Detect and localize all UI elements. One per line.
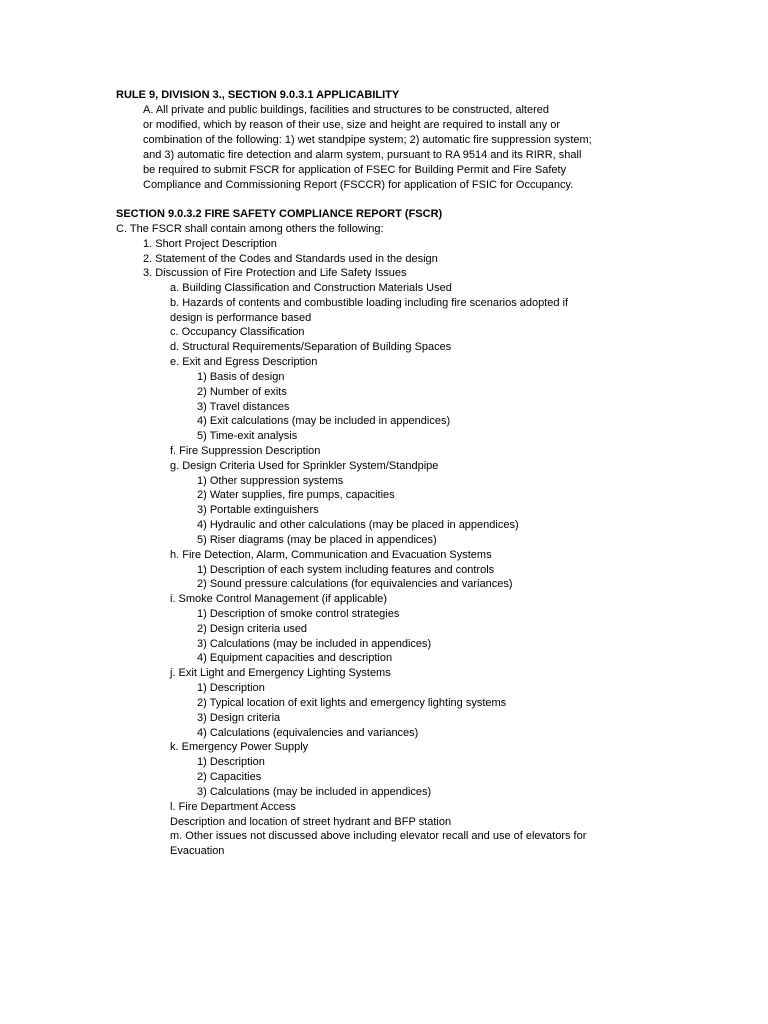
list-item: 4) Equipment capacities and description <box>197 652 393 664</box>
paragraph-line: combination of the following: 1) wet standpipe system; 2) automatic fire suppression system; <box>143 134 592 146</box>
sub-item-m: m. Other issues not discussed above including elevator recall and use of elevators for <box>170 830 587 842</box>
sub-item-l-text: Description and location of street hydrant and BFP station <box>170 816 452 828</box>
list-item: 2) Water supplies, fire pumps, capacities <box>197 489 395 501</box>
paragraph-line: Compliance and Commissioning Report (FSCCR) for application of FSIC for Occupancy. <box>143 179 574 191</box>
list-item: 2. Statement of the Codes and Standards used in the design <box>143 253 438 265</box>
list-item: 1) Description <box>197 756 265 768</box>
paragraph-line: or modified, which by reason of their use, size and height are required to install any or <box>143 119 561 131</box>
sub-item-d: d. Structural Requirements/Separation of Building Spaces <box>170 341 452 353</box>
list-item: 2) Number of exits <box>197 386 287 398</box>
sub-item-f: f. Fire Suppression Description <box>170 445 321 457</box>
section-9032-heading: SECTION 9.0.3.2 FIRE SAFETY COMPLIANCE REPORT (FSCR) <box>116 208 443 220</box>
sub-item-h: h. Fire Detection, Alarm, Communication and Evacuation Systems <box>170 549 492 561</box>
sub-item-l: l. Fire Department Access <box>170 801 296 813</box>
list-item: 1) Description of smoke control strategies <box>197 608 400 620</box>
list-item: 3) Portable extinguishers <box>197 504 319 516</box>
list-item: 5) Time-exit analysis <box>197 430 298 442</box>
list-item: 2) Design criteria used <box>197 623 308 635</box>
list-item: 2) Capacities <box>197 771 262 783</box>
paragraph-line: be required to submit FSCR for application of FSEC for Building Permit and Fire Safety <box>143 164 567 176</box>
list-item: 1) Other suppression systems <box>197 475 344 487</box>
list-item: 2) Typical location of exit lights and emergency lighting systems <box>197 697 507 709</box>
sub-item-c: c. Occupancy Classification <box>170 326 305 338</box>
list-item: 5) Riser diagrams (may be placed in appendices) <box>197 534 437 546</box>
list-item: 4) Calculations (equivalencies and variances) <box>197 727 419 739</box>
sub-item-a: a. Building Classification and Construction Materials Used <box>170 282 452 294</box>
list-item: 2) Sound pressure calculations (for equivalencies and variances) <box>197 578 513 590</box>
list-item: 3) Travel distances <box>197 401 290 413</box>
list-item: 4) Hydraulic and other calculations (may be placed in appendices) <box>197 519 519 531</box>
list-item: 1) Basis of design <box>197 371 285 383</box>
list-item: 1) Description of each system including features and controls <box>197 564 495 576</box>
list-item: 3) Design criteria <box>197 712 281 724</box>
paragraph-line: and 3) automatic fire detection and alarm system, pursuant to RA 9514 and its RIRR, shall <box>143 149 582 161</box>
list-item: 4) Exit calculations (may be included in appendices) <box>197 415 451 427</box>
section-9031-heading: RULE 9, DIVISION 3., SECTION 9.0.3.1 APPLICABILITY <box>116 89 400 101</box>
sub-item-m-continued: Evacuation <box>170 845 225 857</box>
list-item: 3) Calculations (may be included in appendices) <box>197 638 432 650</box>
sub-item-j: j. Exit Light and Emergency Lighting Systems <box>170 667 391 679</box>
list-item: 3. Discussion of Fire Protection and Life Safety Issues <box>143 267 407 279</box>
sub-item-g: g. Design Criteria Used for Sprinkler System/Standpipe <box>170 460 439 472</box>
list-item: 3) Calculations (may be included in appendices) <box>197 786 432 798</box>
sub-item-b-continued: design is performance based <box>170 312 312 324</box>
fscr-intro: C. The FSCR shall contain among others the following: <box>116 223 384 235</box>
paragraph-line: A. All private and public buildings, facilities and structures to be constructed, altered <box>143 104 550 116</box>
sub-item-b: b. Hazards of contents and combustible loading including fire scenarios adopted if <box>170 297 569 309</box>
list-item: 1. Short Project Description <box>143 238 277 250</box>
sub-item-e: e. Exit and Egress Description <box>170 356 318 368</box>
sub-item-i: i. Smoke Control Management (if applicable) <box>170 593 388 605</box>
list-item: 1) Description <box>197 682 265 694</box>
sub-item-k: k. Emergency Power Supply <box>170 741 309 753</box>
